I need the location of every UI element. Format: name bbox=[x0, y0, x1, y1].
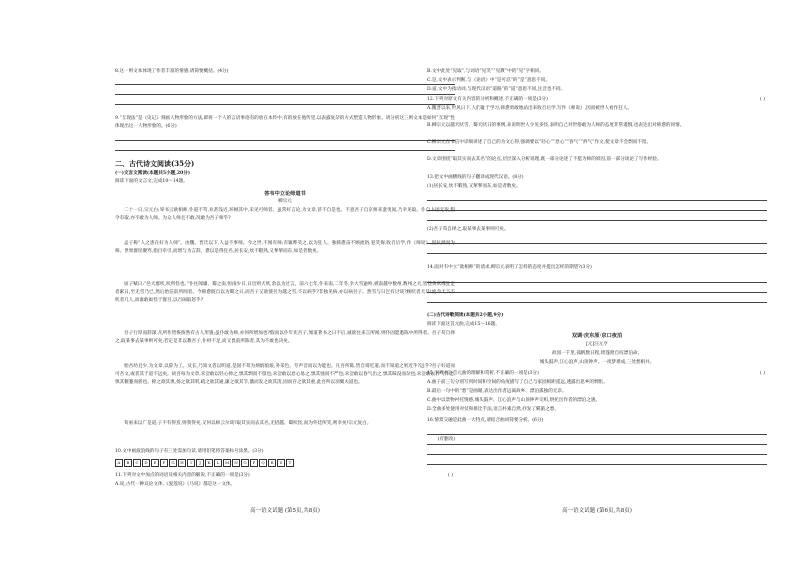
choice-box[interactable]: H bbox=[178, 459, 186, 467]
answer-line bbox=[427, 210, 767, 211]
poem-author: [元]汪元亨 bbox=[586, 342, 608, 347]
passage-author: 柳宗元 bbox=[278, 199, 292, 204]
question-13-item-2: (2)吾子苟自择之,取某事去某事则可矣。 bbox=[427, 227, 509, 232]
question-11-option-d: D.道,文中为指动词,与现代汉语“道路”的“道”意思不同,注音也不同。 bbox=[427, 87, 566, 92]
passage-paragraph-6: 苟亟来以广是道,子不有得焉,则我得矣,又何以师云尔哉?取其实而去其名,无招越、蜀吠怪,而为外廷所笑,则幸矣!宗元复白。 bbox=[124, 421, 372, 426]
answer-line bbox=[115, 150, 455, 151]
passage-paragraph-4: 吾子行厚而辞深,凡所作皆恢恢然有古人形貌;虽仆敢为师,亦何所增加也?假而以仆年先吾子,闻道著书之日不后,诚欲往来言所闻,则仆固愿悉陈中所得者。吾子苟自择之,取某事去某事则可矣;若定是非以教吾子,仆材不足,而又畏前所陈者,其为不敢也决矣。 bbox=[115, 331, 455, 344]
choice-box[interactable]: S bbox=[277, 459, 285, 467]
answer-line bbox=[427, 253, 767, 254]
answer-bracket[interactable]: ( ) bbox=[759, 97, 765, 102]
question-11: 11.下列对文中加点的词语及相关内容的解说,不正确的一项是(3分) bbox=[115, 473, 250, 478]
choice-box[interactable]: E bbox=[151, 459, 159, 467]
answer-line bbox=[115, 94, 455, 95]
question-12-option-b: B.柳宗元以越犬吠雪、蜀犬吠日的事例,来说明世人少见多怪,表明自己对世俗敢为人师的态度非常谨慎,也表达出对韩愈的同情。 bbox=[427, 123, 685, 128]
choice-box[interactable]: K bbox=[205, 459, 213, 467]
answer-line bbox=[427, 454, 767, 455]
answer-line bbox=[427, 243, 767, 244]
choice-box[interactable]: N bbox=[232, 459, 240, 467]
answer-line bbox=[427, 292, 767, 293]
choice-box[interactable]: P bbox=[250, 459, 258, 467]
question-12-option-c: C.柳宗元在书信中详细讲述了自己的为文心得,强调要以“轻心”“怠心”“昏气”“矜气”作文,使文章不会剽而不留。 bbox=[427, 140, 652, 145]
page-footer: 高一语文试题 (第6页,共8页) bbox=[562, 508, 632, 514]
question-15-option-b: B.最后一句中的“愁”是曲眼,表达出作者远离故乡、漂泊孤独的无奈。 bbox=[427, 389, 567, 394]
question-13-item-1: (1)居长安,炊不暇熟,又挈挈而东,如是者数矣。 bbox=[427, 184, 521, 189]
choice-box[interactable]: Q bbox=[259, 459, 267, 467]
answer-line bbox=[115, 140, 455, 141]
passage-paragraph-5: 始吾幼且少,为文章,以辞为工。及长,乃知文者以明道,是固不苟为炳炳烺烺,务采色、夸声音而以为能也。凡吾所陈,皆自谓近道,而不知道之果近乎?远乎?吾子好道而可吾文,或者其于道不远矣。故吾每为文章,未尝敢以轻心掉之,惧其剽而不留也;未尝敢以怠心易之,惧其弛而不严也;未尝敢以昏气出之,惧其昧没而杂也;未尝敢以矜气作之,惧其偃蹇而骄也。抑之欲其奥,扬之欲其明,疏之欲其通,廉之欲其节,激而发之欲其清,固而存之欲其重,此吾所以羽翼夫道也。 bbox=[115, 364, 455, 385]
question-12-option-a: A.魏晋以来,世风日下,人们耻于学习,韩愈勇敢地站出来收召后学,写作《师说》,因而被世人看作狂人。 bbox=[427, 106, 633, 111]
question-15-option-c: C.曲中以景物衬托情感,城头鼓声、江心浪声与山顶钟声交织,烘托出作者的漂泊之感。 bbox=[427, 398, 601, 403]
poem-title: 双调·庆东原·京口夜泊 bbox=[571, 333, 623, 339]
question-15-option-d: D.全曲多处使用对仗和排比手法,语言朴素自然,抒发了羁旅之愁。 bbox=[427, 407, 559, 412]
answer-line bbox=[427, 220, 767, 221]
answer-bracket[interactable]: ( ) bbox=[447, 473, 453, 478]
choice-box[interactable]: J bbox=[196, 459, 204, 467]
poem-line-2: 城头鼓声,江心浪声,山顶钟声。一夜梦难成,三处愁相并。 bbox=[539, 360, 655, 365]
question-10-choice-grid[interactable] bbox=[115, 459, 455, 467]
choice-box[interactable]: C bbox=[133, 459, 141, 467]
choice-box[interactable]: D bbox=[142, 459, 150, 467]
answer-line bbox=[427, 434, 767, 435]
question-10: 10.文中画波浪线的句子有三处需加句读,请用铅笔将答案标号涂黑。(3分) bbox=[115, 449, 264, 454]
question-9: 9.“互现法”是《史记》刻画人物形象的方法,即将一个人的言语事迹有的放在本传中,有的放在他传里,以表露复杂的方式塑造人物形象。请分析这三则文本是如何“互现”性体现出这一人物形象的。(6分) bbox=[115, 116, 455, 129]
question-11-option-c: C.是,文中表示判断,与《论语》中“是可忍”的“是”意思不同。 bbox=[427, 78, 550, 83]
question-15: 15.下列对这首元曲的理解和赏析,不正确的一项是(3分) bbox=[427, 371, 539, 376]
answer-line bbox=[115, 84, 455, 85]
passage-paragraph-2: 孟子称“人之患在好为人师”。由魏、晋氏以下,人益不事师。今之世,不闻有师;有辄哗笑之,以为狂人。独韩愈奋不顾流俗,犯笑侮,收召后学,作《师说》,因抗颜而为师。世果群怪聚骂,指目牵引,而增与为言辞。愈以是得狂名,居长安,炊不暇熟,又挈挈而东,如是者数矣。 bbox=[115, 241, 455, 254]
answer-line bbox=[427, 302, 767, 303]
passage-paragraph-1: 二十一日,宗元白:辱书云欲相师,仆道不笃,业甚浅近,环顾其中,未见可师者。虽常好言论,为文章,甚不自是也。不意吾子自京师来蛮夷间,乃幸见取。仆自卜固无取,假令有取,亦不敢为人师。为众人师且不敢,况敢为吾子师乎? bbox=[115, 208, 455, 221]
question-11-option-b: B.文中此处“见取”,与词语“见笑”“见教”中的“见”字相同。 bbox=[427, 69, 544, 74]
question-15-option-a: A.曲子前三句分别写到时间和空间的角度描写了自己与家园相距遥远,透露出思乡的惆怅。 bbox=[427, 380, 608, 385]
question-12-option-d: D.文章围绕“取其实而去其名”的论点,层层深入分析说理,既一部分论述了不愿为师的原因,前一部分谈论了写作经验。 bbox=[427, 157, 662, 162]
choice-box[interactable]: R bbox=[268, 459, 276, 467]
question-16: 16.情景交融是此曲一大特点,请结合曲词简要分析。(6分) bbox=[427, 418, 544, 423]
choice-box[interactable]: B bbox=[124, 459, 132, 467]
poem-line-1: 故园一千里,孤帆数日程,倚篷窗自叹漂泊命。 bbox=[551, 351, 643, 356]
answer-line bbox=[427, 464, 767, 465]
choice-box[interactable]: F bbox=[160, 459, 168, 467]
right-page bbox=[427, 60, 767, 515]
subsection-1-title: (一)文言文阅读(本题共5小题,20分) bbox=[115, 171, 191, 176]
choice-box[interactable]: A bbox=[115, 459, 123, 467]
answer-line bbox=[427, 200, 767, 201]
question-8: 8.这一则文本体现了作者丰富的情感,请简要概括。(4分) bbox=[115, 69, 229, 74]
choice-box[interactable]: T bbox=[286, 459, 294, 467]
page-footer: 高一语文试题 (第5页,共8页) bbox=[250, 508, 320, 514]
question-14: 14.面对韦中立“欲相师”的请求,柳宗元表明了怎样的态度并提出怎样的期望?(3分) bbox=[427, 265, 592, 270]
answer-line bbox=[115, 104, 455, 105]
left-page bbox=[115, 60, 455, 515]
choice-box[interactable]: G bbox=[169, 459, 177, 467]
answer-bracket[interactable]: ( ) bbox=[759, 371, 765, 376]
subsection-2-title: (二)古代诗歌阅读(本题共2小题,9分) bbox=[427, 313, 504, 318]
section-2-title: 二、古代诗文阅读(35分) bbox=[115, 159, 195, 168]
answer-line bbox=[427, 444, 767, 445]
choice-box[interactable]: M bbox=[224, 460, 230, 465]
choice-box[interactable]: I bbox=[187, 459, 195, 467]
question-12: 12.下列对原文有关内容的分析和概述,不正确的一项是(3分) bbox=[427, 97, 548, 102]
passage-paragraph-3: 屈子赋曰:“邑犬群吠,吠所怪也。”仆往闻庸、蜀之南,恒雨少日,日出则犬吠,余以为过言。前六七年,仆来南,二年冬,幸大雪逾岭,被南越中数州,数州之犬,皆苍黄吠噬狂走者累日,至无雪乃已,然后始信前所闻者。今韩愈既自以为蜀之日,而吾子又欲使吾为越之雪,不以病乎?非独见病,亦以病吾子。然雪与日岂有过哉?顾吠者犬耳!度今天下不吠者几人,而谁敢衒怪于群目,以召闹取怒乎? bbox=[115, 282, 455, 303]
answer-line bbox=[427, 282, 767, 283]
subsection-2-instruction: 阅读下面这首元曲,完成15～16题。 bbox=[427, 322, 500, 327]
choice-box[interactable]: O bbox=[241, 459, 249, 467]
question-11-option-a: A.说,古代一种议论文体,《爱莲说》《马说》都是这一文体。 bbox=[115, 482, 236, 487]
question-13: 13.把文中画横线的句子翻译成现代汉语。(8分) bbox=[427, 175, 524, 180]
choice-box[interactable]: L bbox=[214, 459, 222, 467]
subsection-1-instruction: 阅读下面的文言文,完成10～14题。 bbox=[115, 179, 188, 184]
source-note: (有删改) bbox=[437, 437, 455, 442]
passage-title: 答韦中立论师道书 bbox=[264, 191, 306, 197]
